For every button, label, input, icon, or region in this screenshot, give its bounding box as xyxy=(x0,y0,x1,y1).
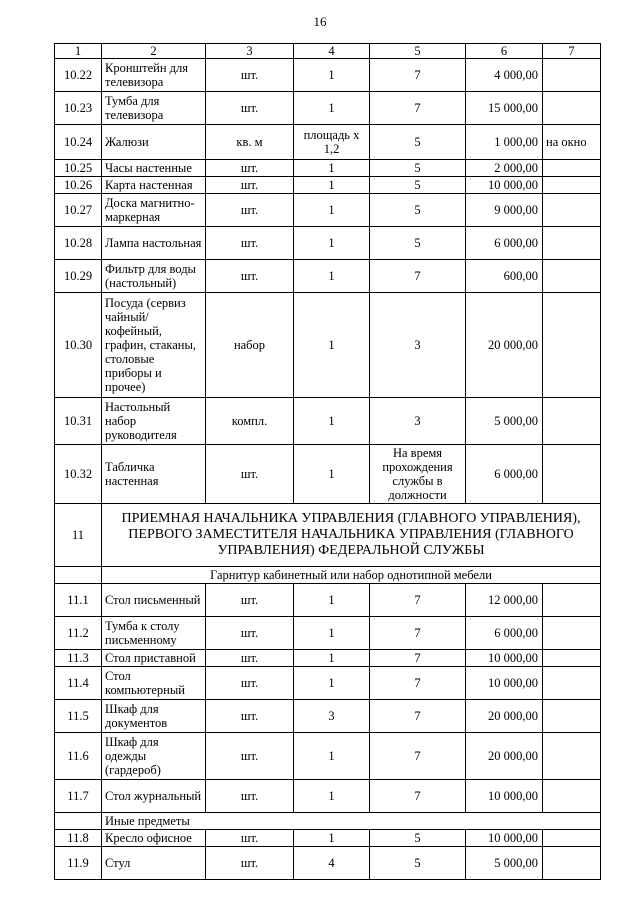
cell-name: Кресло офисное xyxy=(102,830,206,847)
cell-unit: шт. xyxy=(206,445,294,504)
cell-unit: шт. xyxy=(206,59,294,92)
cell-qty: 1 xyxy=(294,830,370,847)
cell-qty: 1 xyxy=(294,59,370,92)
cell-price: 5 000,00 xyxy=(466,398,543,445)
cell-qty: 1 xyxy=(294,650,370,667)
table-row xyxy=(55,227,601,260)
cell-qty: 1 xyxy=(294,398,370,445)
cell-unit: шт. xyxy=(206,700,294,733)
cell-name: Стол письменный xyxy=(102,584,206,617)
cell-note xyxy=(543,584,601,617)
cell-price: 20 000,00 xyxy=(466,700,543,733)
furniture-norms-table xyxy=(54,43,601,880)
cell-price: 6 000,00 xyxy=(466,227,543,260)
cell-price: 6 000,00 xyxy=(466,445,543,504)
cell-num: 10.29 xyxy=(55,260,102,293)
cell-num: 10.23 xyxy=(55,92,102,125)
cell-name: Тумба к столу письменному xyxy=(102,617,206,650)
table-row xyxy=(55,260,601,293)
cell-term: 7 xyxy=(370,650,466,667)
column-header: 7 xyxy=(543,44,601,59)
cell-price: 10 000,00 xyxy=(466,667,543,700)
section-11-other-rows xyxy=(55,830,601,880)
table-row xyxy=(55,125,601,160)
cell-term: 7 xyxy=(370,260,466,293)
cell-unit: шт. xyxy=(206,847,294,880)
cell-price: 2 000,00 xyxy=(466,160,543,177)
cell-price: 600,00 xyxy=(466,260,543,293)
column-header: 1 xyxy=(55,44,102,59)
cell-term: 7 xyxy=(370,584,466,617)
cell-name: Карта настенная xyxy=(102,177,206,194)
cell-price: 12 000,00 xyxy=(466,584,543,617)
cell-note xyxy=(543,177,601,194)
cell-num: 10.22 xyxy=(55,59,102,92)
cell-price: 1 000,00 xyxy=(466,125,543,160)
cell-qty: 1 xyxy=(294,260,370,293)
cell-note xyxy=(543,59,601,92)
cell-num: 11.9 xyxy=(55,847,102,880)
cell-name: Шкаф для одежды (гардероб) xyxy=(102,733,206,780)
group-label: Иные предметы xyxy=(102,813,601,830)
cell-term: 5 xyxy=(370,847,466,880)
cell-note xyxy=(543,293,601,398)
cell-num: 10.30 xyxy=(55,293,102,398)
cell-num: 10.24 xyxy=(55,125,102,160)
cell-qty: 1 xyxy=(294,584,370,617)
cell-unit: шт. xyxy=(206,733,294,780)
cell-name: Доска магнитно-маркерная xyxy=(102,194,206,227)
cell-name: Посуда (сервиз чайный/ кофейный, графин, стаканы, столовые приборы и прочее) xyxy=(102,293,206,398)
table-row xyxy=(55,445,601,504)
cell-qty: 1 xyxy=(294,92,370,125)
cell-price: 20 000,00 xyxy=(466,733,543,780)
cell-num: 11.8 xyxy=(55,830,102,847)
page-number: 16 xyxy=(313,14,327,29)
cell-name: Жалюзи xyxy=(102,125,206,160)
cell-unit: шт. xyxy=(206,92,294,125)
cell-num: 11.5 xyxy=(55,700,102,733)
cell-note xyxy=(543,445,601,504)
table-row xyxy=(55,830,601,847)
cell-term: 7 xyxy=(370,92,466,125)
table-row xyxy=(55,847,601,880)
table-row xyxy=(55,59,601,92)
cell-unit: шт. xyxy=(206,667,294,700)
subheader-row xyxy=(55,567,601,584)
subheader-label: Гарнитур кабинетный или набор однотипной мебели xyxy=(102,567,601,584)
cell-term: 7 xyxy=(370,700,466,733)
cell-name: Стул xyxy=(102,847,206,880)
table-row xyxy=(55,92,601,125)
cell-price: 20 000,00 xyxy=(466,293,543,398)
cell-term: 5 xyxy=(370,830,466,847)
cell-price: 10 000,00 xyxy=(466,650,543,667)
table-row xyxy=(55,667,601,700)
cell-note xyxy=(543,92,601,125)
cell-num: 10.27 xyxy=(55,194,102,227)
cell-qty: 4 xyxy=(294,847,370,880)
cell-price: 10 000,00 xyxy=(466,830,543,847)
cell-name: Тумба для телевизора xyxy=(102,92,206,125)
cell-qty: 1 xyxy=(294,780,370,813)
cell-price: 10 000,00 xyxy=(466,177,543,194)
cell-unit: шт. xyxy=(206,194,294,227)
cell-note xyxy=(543,733,601,780)
cell-note xyxy=(543,667,601,700)
empty-cell xyxy=(55,813,102,830)
cell-note xyxy=(543,160,601,177)
cell-unit: шт. xyxy=(206,227,294,260)
cell-name: Фильтр для воды (настольный) xyxy=(102,260,206,293)
table-row xyxy=(55,733,601,780)
section-title-row xyxy=(55,504,601,567)
cell-price: 10 000,00 xyxy=(466,780,543,813)
cell-qty: 1 xyxy=(294,293,370,398)
table-row xyxy=(55,160,601,177)
cell-unit: шт. xyxy=(206,584,294,617)
table-row xyxy=(55,617,601,650)
table-row xyxy=(55,177,601,194)
cell-note xyxy=(543,260,601,293)
column-number-row xyxy=(55,44,601,59)
table-row xyxy=(55,650,601,667)
cell-qty: площадь х 1,2 xyxy=(294,125,370,160)
table-row xyxy=(55,194,601,227)
cell-term: 5 xyxy=(370,125,466,160)
cell-note xyxy=(543,227,601,260)
cell-price: 5 000,00 xyxy=(466,847,543,880)
cell-name: Кронштейн для телевизора xyxy=(102,59,206,92)
cell-num: 11.2 xyxy=(55,617,102,650)
cell-name: Шкаф для документов xyxy=(102,700,206,733)
cell-num: 10.32 xyxy=(55,445,102,504)
cell-term: 5 xyxy=(370,227,466,260)
cell-unit: шт. xyxy=(206,177,294,194)
cell-qty: 1 xyxy=(294,733,370,780)
cell-qty: 1 xyxy=(294,177,370,194)
cell-qty: 1 xyxy=(294,667,370,700)
cell-term: 5 xyxy=(370,177,466,194)
other-items-header xyxy=(55,813,601,830)
cell-note xyxy=(543,650,601,667)
section-number: 11 xyxy=(55,504,102,567)
section-11-header xyxy=(55,504,601,584)
column-header: 6 xyxy=(466,44,543,59)
cell-qty: 1 xyxy=(294,227,370,260)
cell-num: 10.26 xyxy=(55,177,102,194)
cell-num: 11.4 xyxy=(55,667,102,700)
cell-num: 10.28 xyxy=(55,227,102,260)
cell-term: 7 xyxy=(370,59,466,92)
table-row xyxy=(55,780,601,813)
cell-unit: набор xyxy=(206,293,294,398)
cell-qty: 3 xyxy=(294,700,370,733)
cell-note xyxy=(543,700,601,733)
cell-note xyxy=(543,617,601,650)
column-header: 5 xyxy=(370,44,466,59)
cell-name: Часы настенные xyxy=(102,160,206,177)
cell-note xyxy=(543,847,601,880)
cell-name: Табличка настенная xyxy=(102,445,206,504)
cell-unit: шт. xyxy=(206,260,294,293)
column-header: 3 xyxy=(206,44,294,59)
cell-num: 10.25 xyxy=(55,160,102,177)
cell-price: 15 000,00 xyxy=(466,92,543,125)
cell-unit: шт. xyxy=(206,830,294,847)
cell-term: 7 xyxy=(370,733,466,780)
group-label-row xyxy=(55,813,601,830)
section-11-furniture-rows xyxy=(55,584,601,813)
cell-term: 7 xyxy=(370,780,466,813)
cell-term: 7 xyxy=(370,617,466,650)
cell-name: Стол компьютерный xyxy=(102,667,206,700)
cell-qty: 1 xyxy=(294,445,370,504)
section-title: ПРИЕМНАЯ НАЧАЛЬНИКА УПРАВЛЕНИЯ (ГЛАВНОГО УПРАВЛЕНИЯ), ПЕРВОГО ЗАМЕСТИТЕЛЯ НАЧАЛЬНИКА УПРАВЛЕНИЯ (ГЛАВНОГО УПРАВЛЕНИЯ) ФЕДЕРАЛЬНОЙ СЛУЖБЫ xyxy=(102,504,601,567)
cell-note: на окно xyxy=(543,125,601,160)
cell-unit: компл. xyxy=(206,398,294,445)
cell-num: 10.31 xyxy=(55,398,102,445)
cell-note xyxy=(543,194,601,227)
cell-name: Лампа настольная xyxy=(102,227,206,260)
cell-qty: 1 xyxy=(294,160,370,177)
cell-name: Настольный набор руководителя xyxy=(102,398,206,445)
cell-name: Стол приставной xyxy=(102,650,206,667)
cell-term: 5 xyxy=(370,194,466,227)
cell-qty: 1 xyxy=(294,617,370,650)
cell-note xyxy=(543,780,601,813)
cell-num: 11.7 xyxy=(55,780,102,813)
cell-note xyxy=(543,398,601,445)
cell-term: 3 xyxy=(370,398,466,445)
cell-price: 9 000,00 xyxy=(466,194,543,227)
empty-cell xyxy=(55,567,102,584)
cell-unit: шт. xyxy=(206,617,294,650)
section-10-rows xyxy=(55,59,601,504)
column-header: 4 xyxy=(294,44,370,59)
column-header: 2 xyxy=(102,44,206,59)
table-row xyxy=(55,398,601,445)
cell-note xyxy=(543,830,601,847)
cell-unit: шт. xyxy=(206,780,294,813)
cell-price: 6 000,00 xyxy=(466,617,543,650)
cell-unit: шт. xyxy=(206,160,294,177)
cell-price: 4 000,00 xyxy=(466,59,543,92)
cell-term: На время прохождения службы в должности xyxy=(370,445,466,504)
cell-num: 11.1 xyxy=(55,584,102,617)
cell-term: 3 xyxy=(370,293,466,398)
cell-num: 11.6 xyxy=(55,733,102,780)
cell-qty: 1 xyxy=(294,194,370,227)
cell-term: 7 xyxy=(370,667,466,700)
table-row xyxy=(55,293,601,398)
cell-term: 5 xyxy=(370,160,466,177)
cell-unit: кв. м xyxy=(206,125,294,160)
table-row xyxy=(55,584,601,617)
cell-num: 11.3 xyxy=(55,650,102,667)
table-row xyxy=(55,700,601,733)
cell-name: Стол журнальный xyxy=(102,780,206,813)
cell-unit: шт. xyxy=(206,650,294,667)
